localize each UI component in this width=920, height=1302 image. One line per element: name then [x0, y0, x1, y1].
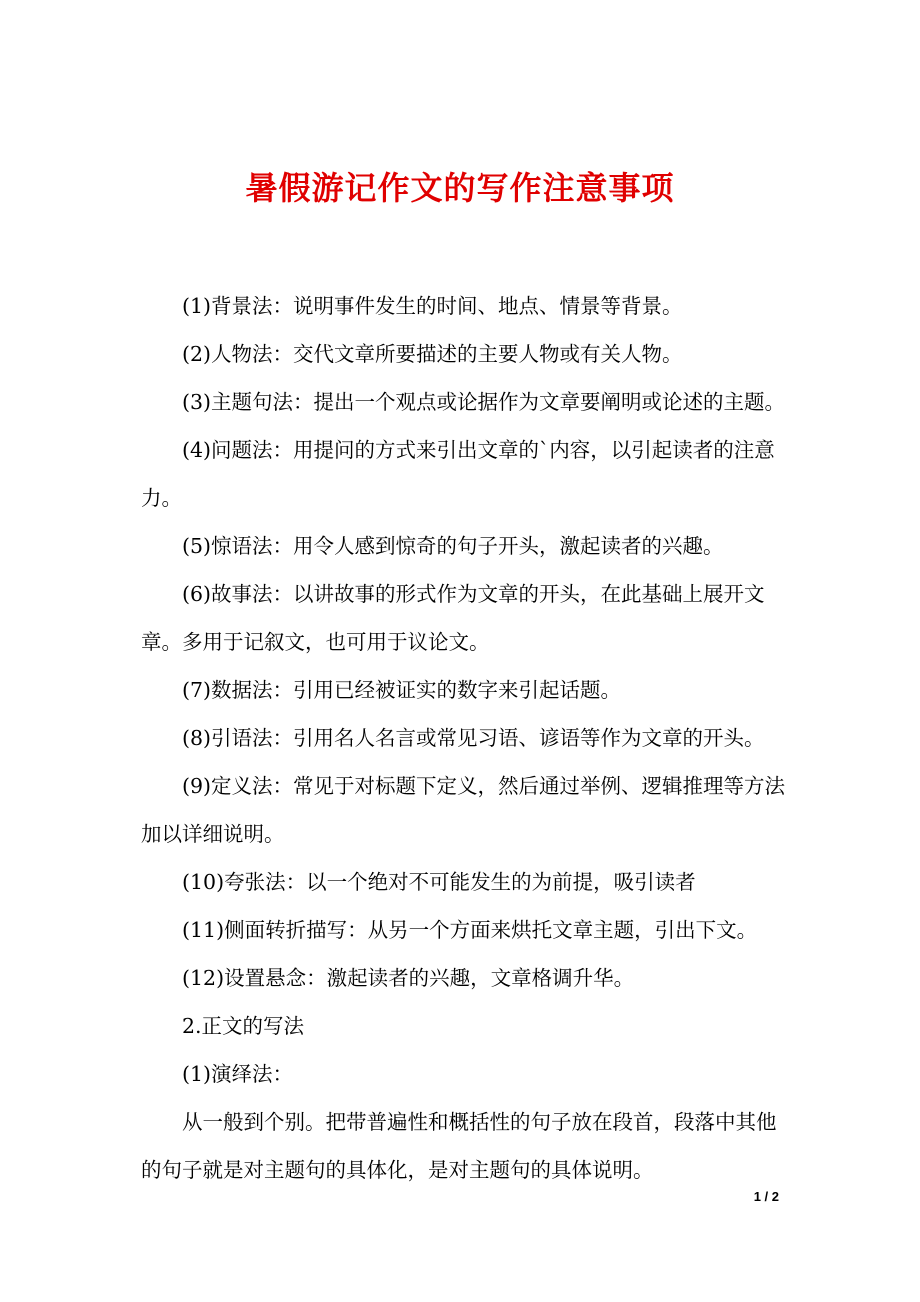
page-number: 1 / 2 — [753, 1189, 779, 1204]
paragraph-surprise-method: (5)惊语法：用令人感到惊奇的句子开头，激起读者的兴趣。 — [182, 534, 724, 558]
paragraph-suspense: (12)设置悬念：激起读者的兴趣，文章格调升华。 — [182, 966, 635, 990]
paragraph-topic-sentence-method: (3)主题句法：提出一个观点或论据作为文章要阐明或论述的主题。 — [182, 390, 786, 414]
paragraph-background-method: (1)背景法：说明事件发生的时间、地点、情景等背景。 — [182, 294, 683, 318]
paragraph-story-method: (6)故事法：以讲故事的形式作为文章的开头，在此基础上展开文章。多用于记叙文，也可用于议论文。 — [141, 582, 765, 654]
paragraph-deduction-explanation: 从一般到个别。把带普遍性和概括性的句子放在段首，段落中其他的句子就是对主题句的具体化，是对主题句的具体说明。 — [141, 1110, 777, 1182]
paragraph-exaggeration-method: (10)夸张法：以一个绝对不可能发生的为前提，吸引读者 — [182, 870, 696, 894]
paragraph-side-description: (11)侧面转折描写：从另一个方面来烘托文章主题，引出下文。 — [182, 918, 758, 942]
page-title: 暑假游记作文的写作注意事项 — [245, 169, 675, 208]
document-body — [141, 282, 791, 1194]
paragraph-deduction-method: (1)演绎法： — [182, 1062, 294, 1086]
paragraph-quotation-method: (8)引语法：引用名人名言或常见习语、谚语等作为文章的开头。 — [182, 726, 765, 750]
paragraph-definition-method: (9)定义法：常见于对标题下定义，然后通过举例、逻辑推理等方法加以详细说明。 — [141, 774, 786, 846]
paragraph-character-method: (2)人物法：交代文章所要描述的主要人物或有关人物。 — [182, 342, 683, 366]
paragraph-question-method: (4)问题法：用提问的方式来引出文章的`内容，以引起读者的注意力。 — [141, 438, 775, 510]
section-heading-body-writing: 2.正文的写法 — [182, 1014, 305, 1038]
paragraph-data-method: (7)数据法：引用已经被证实的数字来引起话题。 — [182, 678, 622, 702]
